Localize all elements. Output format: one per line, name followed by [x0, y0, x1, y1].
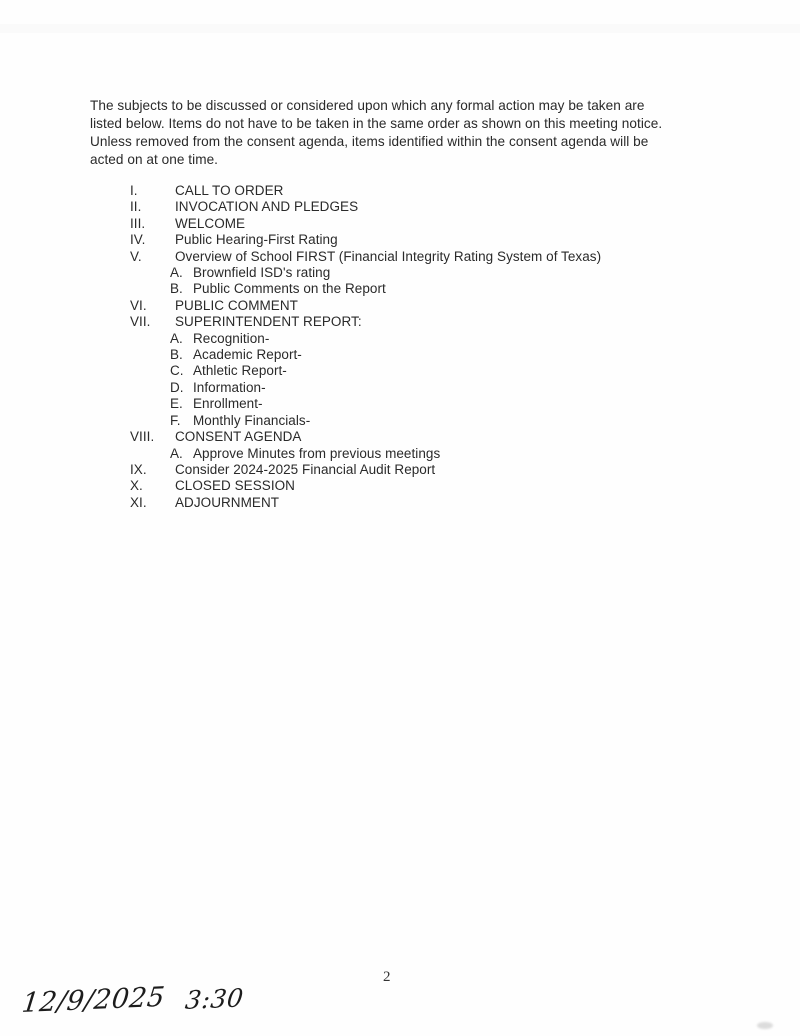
agenda-item-text: Brownfield ISD's rating [193, 265, 331, 281]
intro-paragraph-line: Unless removed from the consent agenda, items identified within the consent agenda will be [90, 134, 649, 149]
agenda-item-text: CONSENT AGENDA [175, 429, 302, 445]
agenda-item-numeral: II. [130, 199, 142, 215]
handwritten-time: 3:30 [183, 983, 246, 1015]
agenda-item-text: Approve Minutes from previous meetings [193, 445, 441, 461]
agenda-subitem [0, 265, 800, 281]
agenda-item-text: Academic Report- [193, 347, 302, 363]
intro-paragraph-line: The subjects to be discussed or considered upon which any formal action may be taken are [90, 98, 645, 113]
agenda-item-text: Public Comments on the Report [193, 281, 386, 297]
agenda-item-text: SUPERINTENDENT REPORT: [175, 314, 362, 330]
agenda-item-numeral: X. [130, 478, 143, 494]
agenda-item-numeral: VI. [130, 297, 147, 313]
agenda-item-numeral: A. [170, 445, 183, 461]
agenda-item [0, 495, 800, 511]
agenda-item-numeral: III. [130, 215, 146, 231]
agenda-item-text: Public Hearing-First Rating [175, 232, 338, 248]
agenda-item-text: CALL TO ORDER [175, 183, 284, 198]
agenda-item [0, 478, 800, 494]
agenda-subitem [0, 413, 800, 429]
agenda-item [0, 249, 800, 265]
agenda-item-numeral: B. [170, 347, 183, 363]
scan-artifact-band [0, 24, 800, 33]
agenda-item-text: Consider 2024-2025 Financial Audit Report [175, 461, 436, 477]
agenda-item-numeral: I. [130, 183, 138, 198]
agenda-item-numeral: XI. [130, 494, 147, 510]
scan-smudge [757, 1022, 773, 1029]
intro-paragraph-line: listed below. Items do not have to be taken in the same order as shown on this meeting notice. [90, 116, 663, 131]
agenda-item-numeral: V. [130, 248, 142, 264]
agenda-subitem [0, 331, 800, 347]
agenda-item-text: Overview of School FIRST (Financial Integrity Rating System of Texas) [175, 248, 602, 264]
agenda-item [0, 183, 800, 199]
agenda-item-numeral: A. [170, 330, 183, 346]
agenda-item-text: Athletic Report- [193, 363, 287, 379]
agenda-item-text: Information- [193, 379, 266, 395]
agenda-item-text: ADJOURNMENT [175, 494, 280, 510]
agenda-subitem [0, 396, 800, 412]
agenda-item-numeral: IX. [130, 461, 147, 477]
agenda-item-numeral: E. [170, 396, 183, 412]
agenda-item-numeral: VII. [130, 314, 151, 330]
agenda-item-numeral: VIII. [130, 429, 155, 445]
intro-paragraph [90, 97, 750, 169]
agenda-item-numeral: IV. [130, 232, 146, 248]
agenda-item-text: INVOCATION AND PLEDGES [175, 199, 359, 215]
agenda-subitem [0, 363, 800, 379]
page-number: 2 [383, 969, 391, 985]
handwritten-date: 12/9/2025 [20, 981, 167, 1020]
agenda-subitem [0, 281, 800, 297]
agenda-item [0, 216, 800, 232]
agenda-item-text: WELCOME [175, 215, 246, 231]
agenda-item-numeral: F. [170, 412, 181, 428]
agenda-subitem [0, 347, 800, 363]
agenda-subitem [0, 380, 800, 396]
agenda-item-text: CLOSED SESSION [175, 478, 295, 494]
agenda-item-text: PUBLIC COMMENT [175, 297, 298, 313]
agenda-item-text: Enrollment- [193, 396, 263, 412]
intro-paragraph-line: acted on at one time. [90, 152, 219, 167]
agenda-item [0, 298, 800, 314]
agenda-item-numeral: D. [170, 379, 184, 395]
agenda-item-numeral: C. [170, 363, 184, 379]
handwritten-datetime [21, 978, 244, 1019]
agenda-item-numeral: A. [170, 265, 183, 281]
agenda-item [0, 199, 800, 215]
agenda-item [0, 462, 800, 478]
agenda-item [0, 429, 800, 445]
agenda-item-numeral: B. [170, 281, 183, 297]
agenda-item [0, 314, 800, 330]
agenda-item-text: Monthly Financials- [193, 412, 311, 428]
agenda-subitem [0, 446, 800, 462]
agenda-item-text: Recognition- [193, 330, 270, 346]
agenda-item [0, 232, 800, 248]
agenda-list [0, 183, 800, 511]
